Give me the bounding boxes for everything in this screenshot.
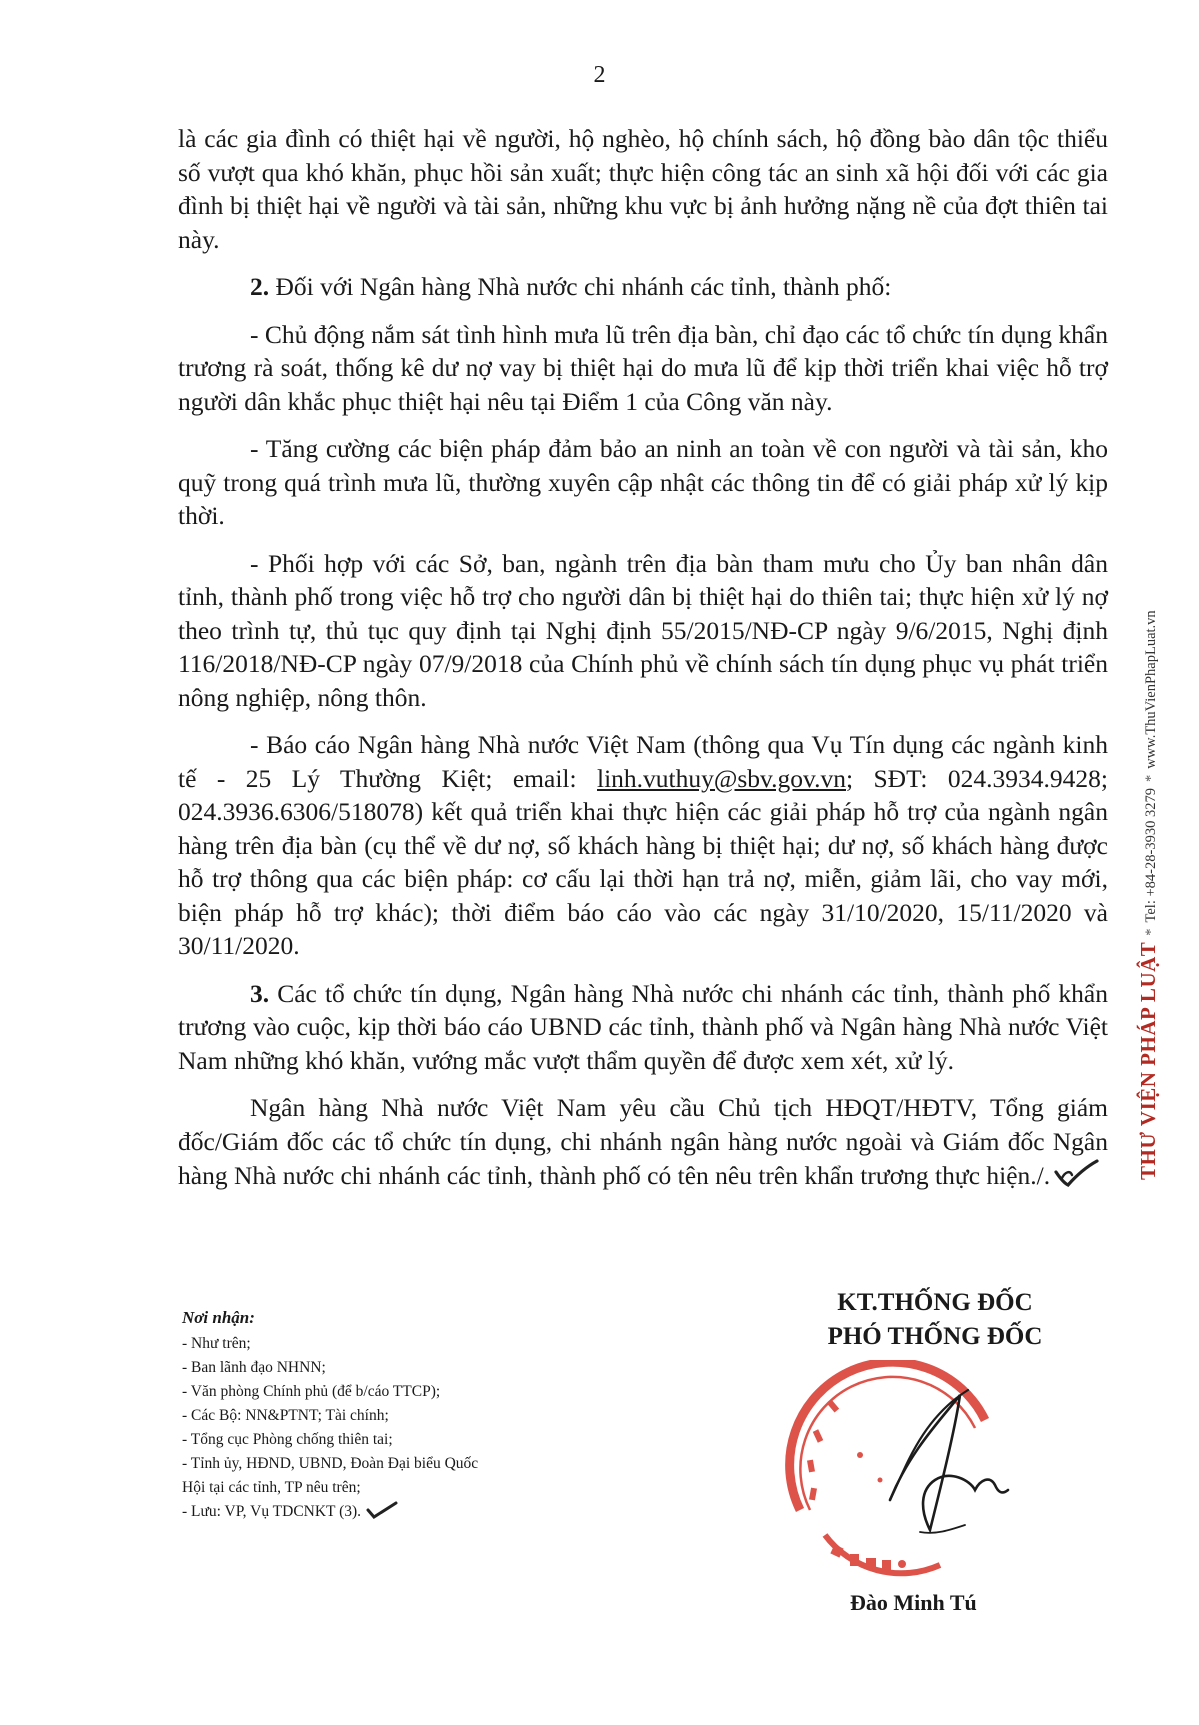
closing-paragraph [178, 1091, 1108, 1193]
section-3-paragraph [178, 977, 1108, 1078]
signature-title-1: KT.THỐNG ĐỐC [837, 1289, 1033, 1316]
section-2-title: Đối với Ngân hàng Nhà nước chi nhánh các tỉnh, thành phố: [275, 272, 892, 301]
document-body [178, 122, 1108, 1193]
initial-check-icon [365, 1500, 399, 1520]
official-seal-icon [770, 1360, 1020, 1580]
initial-check-icon [1052, 1158, 1100, 1188]
recipients-block [182, 1306, 502, 1524]
bullet-monitor-floods: - Chủ động nắm sát tình hình mưa lũ trên địa bàn, chỉ đạo các tổ chức tín dụng khẩn trương rà soát, thống kê dư nợ vay bị thiệt hại do mưa lũ để kịp thời triển khai việc hỗ trợ người dân khắc phục thiệt hại nêu tại Điểm 1 của Công văn này. [178, 319, 1108, 416]
recipient-item-text: - Lưu: VP, Vụ TDCNKT (3). [182, 1503, 362, 1520]
recipient-item: - Tổng cục Phòng chống thiên tai; [182, 1431, 393, 1448]
reporting-text-end: ; SĐT: 024.3934.9428; 024.3936.6306/518078) kết quả triển khai thực hiện các giải pháp hỗ trợ của ngành ngân hàng trên địa bàn (cụ thể về dư nợ, số khách hàng bị thiệt hại; dư nợ, số khách hàng được hỗ trợ thông qua các biện pháp: cơ cấu lại thời hạn trả nợ, miễn, giảm lãi, cho vay mới, biện pháp hỗ trợ khác); thời điểm báo cáo vào các ngày 31/10/2020, 15/11/2020 và 30/11/2020. [178, 763, 1108, 960]
watermark-site: www.ThuVienPhapLuat.vn [1143, 610, 1159, 769]
section-2-heading [178, 270, 1108, 304]
bullet-coordinate-departments: - Phối hợp với các Sở, ban, ngành trên địa bàn tham mưu cho Ủy ban nhân dân tỉnh, thành phố trong việc hỗ trợ cho người dân bị thiệt hại do thiên tai; thực hiện xử lý nợ theo trình tự, thủ tục quy định tại Nghị định 55/2015/NĐ-CP ngày 9/6/2015, Nghị định 116/2018/NĐ-CP ngày 07/9/2018 của Chính phủ về chính sách tín dụng phục vụ phát triển nông nghiệp, nông thôn. [178, 548, 1108, 712]
recipients-title: Nơi nhận: [182, 1308, 255, 1327]
bullet-security-measures: - Tăng cường các biện pháp đảm bảo an ninh an toàn về con người và tài sản, kho quỹ trong quá trình mưa lũ, thường xuyên cập nhật các thông tin để có giải pháp xử lý kịp thời. [178, 434, 1108, 530]
recipient-item: - Ban lãnh đạo NHNN; [182, 1359, 326, 1376]
section-3-text: Các tổ chức tín dụng, Ngân hàng Nhà nước chi nhánh các tỉnh, thành phố khẩn trương vào cuộc, kịp thời báo cáo UBND các tỉnh, thành phố và Ngân hàng Nhà nước Việt Nam những khó khăn, vướng mắc vượt thẩm quyền để được xem xét, xử lý. [178, 978, 1108, 1075]
recipient-item: - Văn phòng Chính phủ (để b/cáo TTCP); [182, 1383, 441, 1400]
signature-block [740, 1286, 1130, 1354]
watermark-separator: * [1143, 928, 1159, 936]
watermark-brand: THƯ VIỆN PHÁP LUẬT [1136, 941, 1160, 1180]
recipients-list [182, 1332, 502, 1524]
recipient-item: - Như trên; [182, 1335, 251, 1352]
watermark-separator: * [1143, 774, 1159, 783]
email-link[interactable]: linh.vuthuy@sbv.gov.vn [597, 763, 846, 793]
section-3-number: 3. [250, 978, 270, 1008]
signer-name: Đào Minh Tú [850, 1590, 977, 1615]
page-number: 2 [593, 62, 606, 88]
side-watermark [1136, 540, 1161, 1180]
closing-text: Ngân hàng Nhà nước Việt Nam yêu cầu Chủ tịch HĐQT/HĐTV, Tổng giám đốc/Giám đốc các tổ chức tín dụng, chi nhánh ngân hàng nước ngoài và Giám đốc Ngân hàng Nhà nước chi nhánh các tỉnh, thành phố có tên nêu trên khẩn trương thực hiện./. [178, 1093, 1108, 1190]
reporting-text-start: - Báo cáo Ngân hàng Nhà nước Việt Nam (thông qua Vụ Tín dụng các ngành kinh tế - 25 Lý Thường Kiệt; email: [178, 730, 1108, 793]
bullet-reporting [178, 728, 1108, 963]
signature-title-2: PHÓ THỐNG ĐỐC [827, 1323, 1043, 1350]
watermark-tel: Tel: +84-28-3930 3279 [1143, 788, 1159, 923]
paragraph-continuation: là các gia đình có thiệt hại về người, hộ nghèo, hộ chính sách, hộ đồng bào dân tộc thiểu số vượt qua khó khăn, phục hồi sản xuất; thực hiện công tác an sinh xã hội đối với các gia đình bị thiệt hại về người và tài sản, những khu vực bị ảnh hưởng nặng nề của đợt thiên tai này. [178, 124, 1108, 254]
recipient-item [182, 1500, 502, 1524]
recipient-item: - Các Bộ: NN&PTNT; Tài chính; [182, 1407, 389, 1424]
section-2-number: 2. [250, 272, 270, 301]
recipient-item: - Tỉnh ủy, HĐND, UBND, Đoàn Đại biểu Quốc Hội tại các tỉnh, TP nêu trên; [182, 1455, 479, 1496]
